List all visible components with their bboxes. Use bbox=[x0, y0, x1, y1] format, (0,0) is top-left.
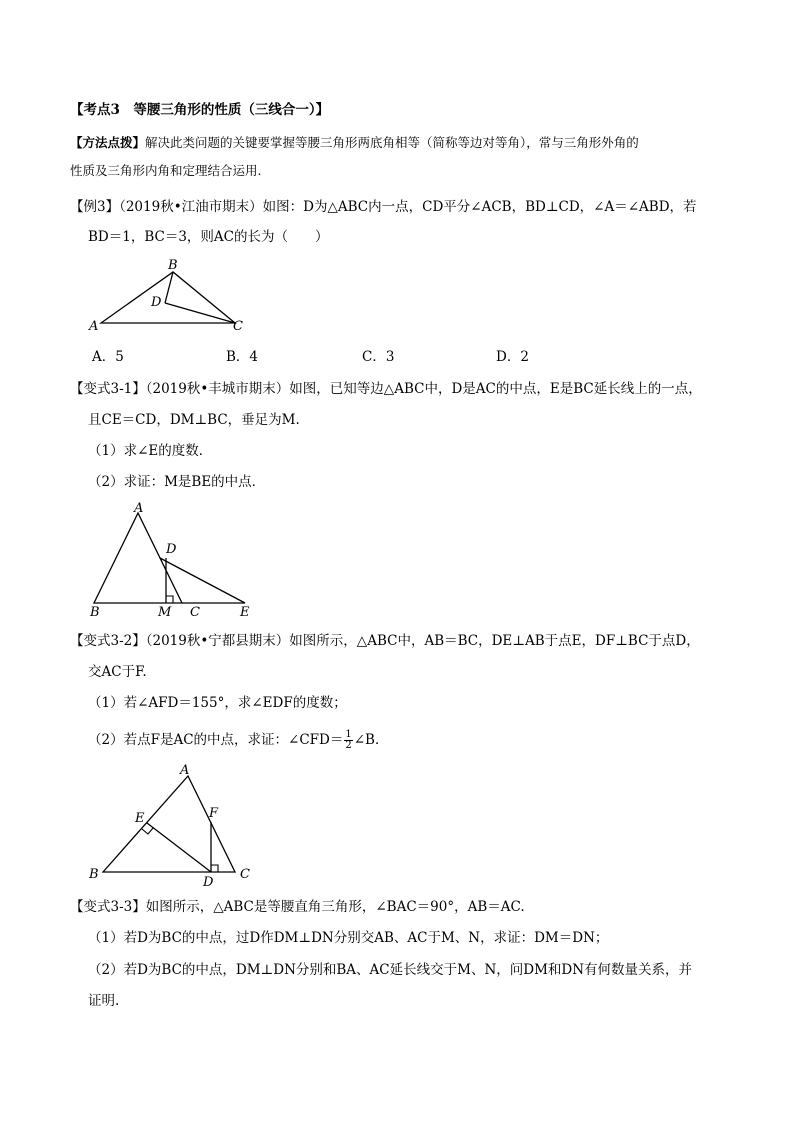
variant3-2-line2: 交AC于F. bbox=[88, 664, 147, 680]
label-c: C bbox=[240, 867, 250, 882]
label-e: E bbox=[240, 605, 250, 620]
variant3-3-q1: （1）若D为BC的中点，过D作DM⊥DN分别交AB、AC于M、N，求证：DM＝DN； bbox=[88, 930, 609, 946]
label-d: D bbox=[203, 875, 214, 890]
variant3-1-line1: 【变式3-1】（2019秋•丰城市期末）如图，已知等边△ABC中，D是AC的中点，E是BC延长线上的一点， bbox=[70, 381, 702, 397]
option-d: D．2 bbox=[496, 349, 529, 365]
triangle-abc bbox=[103, 776, 235, 872]
label-b: B bbox=[89, 867, 99, 882]
method-tip-line2: 性质及三角形内角和定理结合运用. bbox=[70, 163, 262, 178]
label-a: A bbox=[134, 501, 144, 516]
right-angle-mark-d bbox=[211, 865, 218, 872]
variant3-2-q1: （1）若∠AFD＝155°，求∠EDF的度数； bbox=[88, 695, 347, 711]
variant3-3-q2-line1: （2）若D为BC的中点，DM⊥DN分别和BA、AC延长线交于M、N，问DM和DN有何数量关系，并 bbox=[88, 962, 693, 978]
variant3-1-q2: （2）求证：M是BE的中点． bbox=[88, 474, 266, 490]
variant3-3-line1: 【变式3-3】如图所示，△ABC是等腰直角三角形，∠BAC＝90°，AB＝AC. bbox=[70, 899, 525, 915]
method-tip-tag: 【方法点拨】 bbox=[70, 135, 146, 150]
variant3-2-line1: 【变式3-2】（2019秋•宁都县期末）如图所示，△ABC中，AB＝BC，DE⊥AB于点E，DF⊥BC于点D， bbox=[70, 633, 700, 649]
example3-line2: BD＝1，BC＝3，则AC的长为（ ） bbox=[88, 229, 329, 245]
segment-de bbox=[147, 823, 211, 872]
label-a: A bbox=[89, 319, 99, 334]
fraction-denominator: 2 bbox=[345, 740, 352, 751]
label-a: A bbox=[180, 763, 190, 778]
variant3-1-line2: 且CE＝CD，DM⊥BC，垂足为M. bbox=[88, 412, 300, 428]
label-m: M bbox=[158, 605, 172, 620]
label-c: C bbox=[190, 605, 200, 620]
label-b: B bbox=[90, 605, 100, 620]
label-e: E bbox=[135, 811, 145, 826]
label-f: F bbox=[209, 806, 219, 821]
method-tip-text1: 解决此类问题的关键要掌握等腰三角形两底角相等（简称等边对等角），常与三角形外角的 bbox=[145, 135, 639, 150]
variant3-1-q1: （1）求∠E的度数． bbox=[88, 443, 213, 459]
label-d: D bbox=[151, 295, 162, 310]
label-b: B bbox=[168, 258, 178, 273]
label-c: C bbox=[233, 319, 243, 334]
example3-line1: 【例3】（2019秋•江油市期末）如图：D为△ABC内一点，CD平分∠ACB，BD⊥CD，∠A＝∠ABD，若 bbox=[70, 199, 697, 215]
variant3-3-q2-line2: 证明. bbox=[88, 993, 120, 1009]
section-title: 【考点3 等腰三角形的性质（三线合一）】 bbox=[70, 102, 330, 118]
variant3-2-q2-suffix: ∠B． bbox=[353, 732, 389, 748]
fraction-numerator: 1 bbox=[345, 729, 352, 740]
label-d: D bbox=[166, 542, 177, 557]
variant3-2-q2-prefix: （2）若点F是AC的中点，求证：∠CFD＝ bbox=[88, 732, 344, 748]
right-angle-mark-e bbox=[142, 828, 153, 834]
option-c: C．3 bbox=[362, 349, 395, 365]
option-a: A．5 bbox=[92, 349, 124, 365]
option-b: B．4 bbox=[226, 349, 259, 365]
